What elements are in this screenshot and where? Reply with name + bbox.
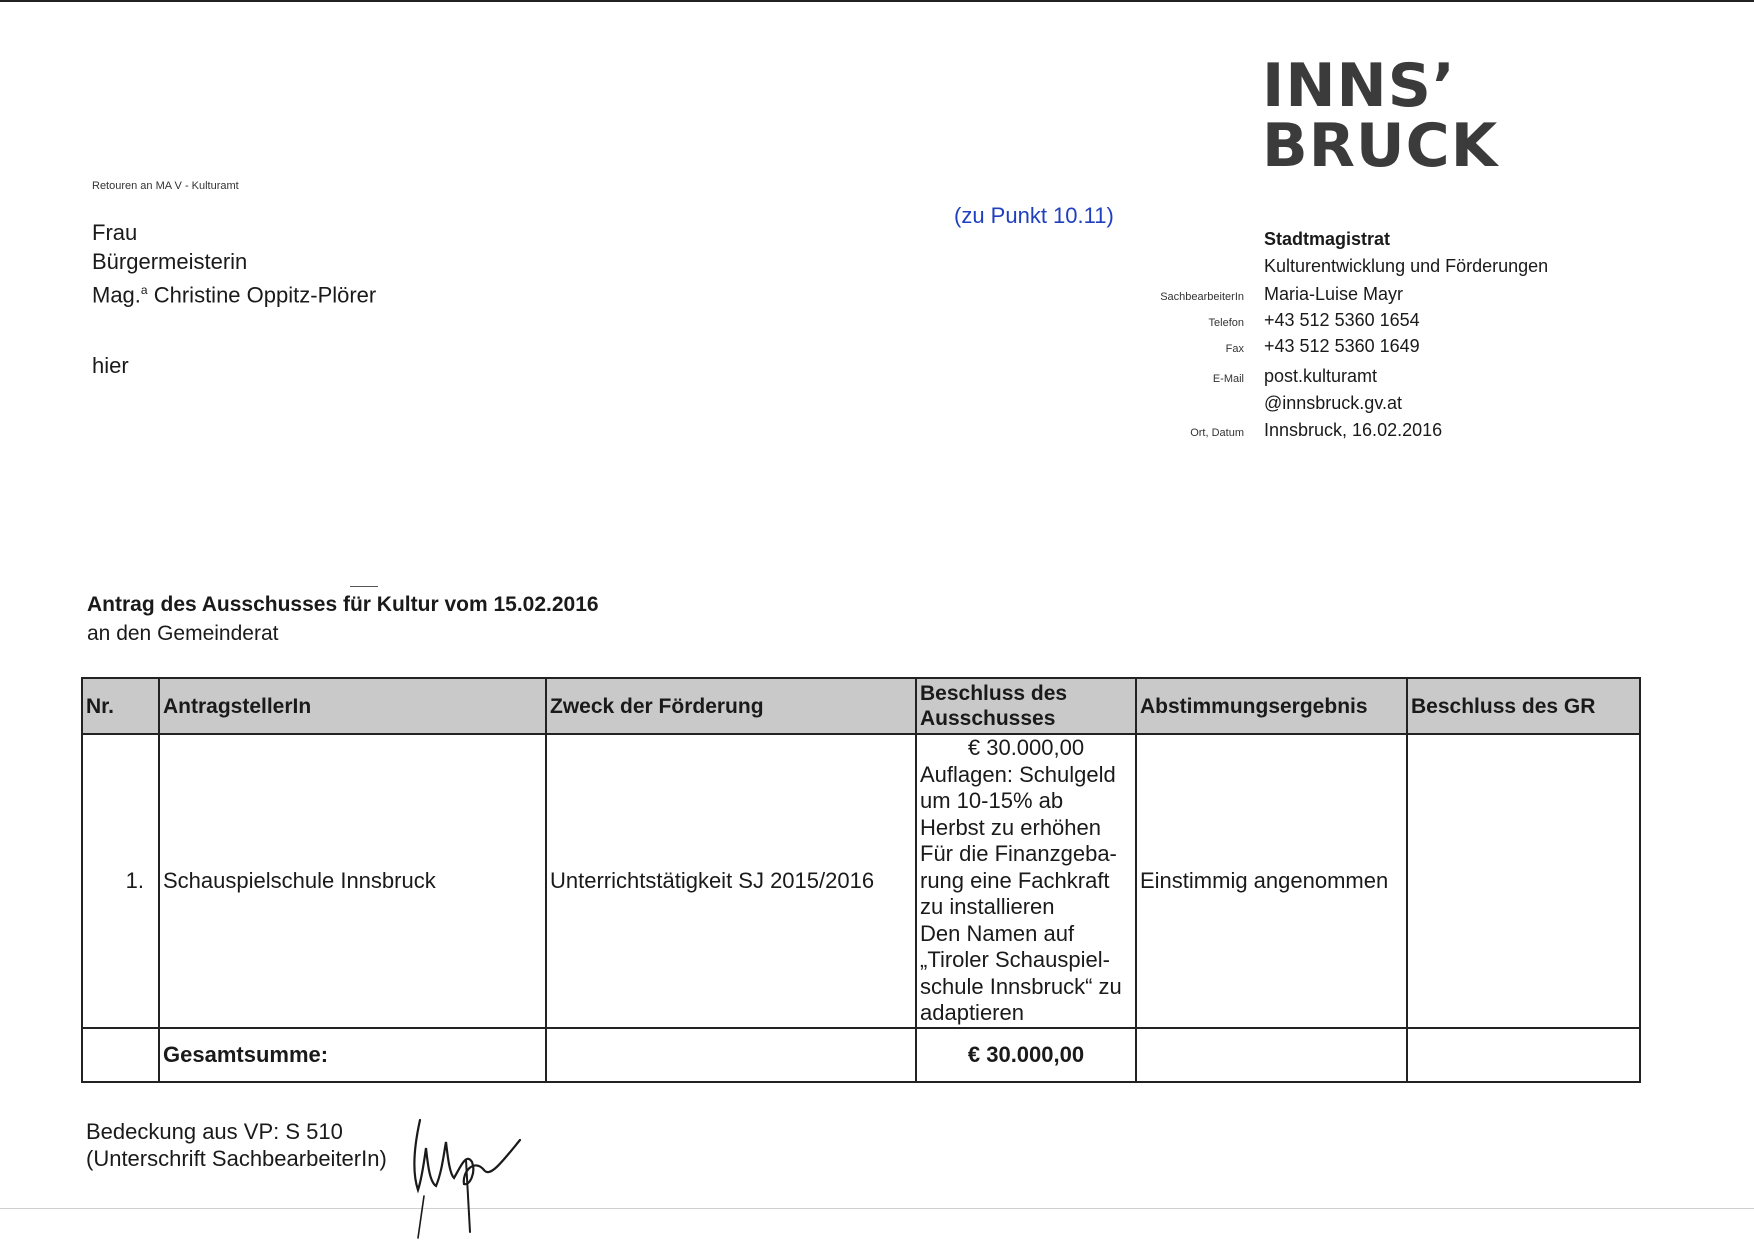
cell-applicant: Schauspielschule Innsbruck [159,734,546,1028]
cell-council-decision [1407,734,1640,1028]
decision-line: Auflagen: Schulgeld [920,761,1116,787]
info-value: +43 512 5360 1654 [1264,310,1420,330]
info-row-clerk [1060,284,1660,310]
scan-edge-top [0,0,1754,2]
column-header-vote-result: Abstimmungsergebnis [1136,678,1407,734]
info-label: Fax [1225,343,1244,355]
table-total-row [82,1028,1640,1082]
motion-subtitle: an den Gemeinderat [87,622,279,645]
addressee-name: Christine Oppitz-Plörer [153,282,377,308]
info-row-email [1060,366,1660,392]
column-header-purpose: Zweck der Förderung [546,678,916,734]
total-label: Gesamtsumme: [159,1028,546,1082]
agenda-reference: (zu Punkt 10.11) [954,203,1114,228]
decision-line: Den Namen auf [920,920,1075,946]
decision-line: um 10-15% ab [920,788,1064,813]
cell-purpose: Unterrichtstätigkeit SJ 2015/2016 [546,734,916,1028]
info-value: @innsbruck.gv.at [1264,393,1402,413]
motion-title: Antrag des Ausschusses für Kultur vom 15.02.2016 [87,593,599,616]
info-label: Ort, Datum [1190,427,1244,439]
info-value: Maria-Luise Mayr [1264,284,1404,304]
cell-vote-result: Einstimmig angenommen [1136,734,1407,1028]
column-header-nr: Nr. [82,678,159,734]
cell-total-council [1407,1028,1640,1082]
table-header-row [82,678,1640,734]
addressee-salutation: Frau [92,220,138,245]
info-value: Innsbruck, 16.02.2016 [1264,420,1443,440]
decision-line: zu installieren [920,894,1055,919]
logo-line-2: BRUCK [1262,111,1499,181]
office-department: Kulturentwicklung und Förderungen [1264,256,1549,276]
decision-line: „Tiroler Schauspiel- [920,947,1110,972]
cell-committee-decision [916,734,1136,1028]
info-row-place-date [1060,420,1660,446]
cell-total-vote [1136,1028,1407,1082]
column-header-applicant: AntragstellerIn [159,678,546,734]
cell-nr: 1. [82,734,159,1028]
decision-line: rung eine Fachkraft [920,867,1110,893]
decision-line: schule Innsbruck“ zu [920,973,1122,999]
addressee-title: Mag. [92,282,141,308]
table-row [82,734,1640,1028]
addressee-role: Bürgermeisterin [92,249,248,274]
cell-total-purpose [546,1028,916,1082]
decision-line: Für die Finanzgeba- [920,841,1117,866]
info-value: +43 512 5360 1649 [1264,336,1420,356]
addressee-title-sup: a [140,283,148,297]
decision-amount: € 30.000,00 [967,735,1085,760]
column-header-council-decision: Beschluss des GR [1407,678,1640,734]
return-address: Retouren an MA V - Kulturamt [92,180,239,192]
addressee-name-line [92,276,377,308]
info-row-phone [1060,310,1660,336]
decision-line: Herbst zu erhöhen [920,814,1101,840]
info-label: SachbearbeiterIn [1160,291,1244,303]
pen-mark [350,586,378,587]
cell-total-nr [82,1028,159,1082]
coverage-budget-line: Bedeckung aus VP: S 510 [86,1119,343,1144]
info-label: Telefon [1208,317,1244,329]
info-value: post.kulturamt [1264,366,1378,386]
decision-line: adaptieren [920,1000,1024,1025]
info-row-email-domain [1060,393,1660,419]
scan-edge-bottom [0,1208,1754,1209]
info-label: E-Mail [1212,373,1244,385]
signature-caption: (Unterschrift SachbearbeiterIn) [86,1146,387,1171]
city-logo [1262,51,1499,181]
grants-table [81,677,1641,1083]
column-header-committee-decision: Beschluss des Ausschusses [916,678,1136,734]
handwritten-signature [410,1112,540,1240]
addressee-location: hier [92,353,129,378]
total-amount: € 30.000,00 [916,1028,1136,1082]
coverage-block [86,1118,387,1172]
office-name: Stadtmagistrat [1264,229,1391,249]
info-row-fax [1060,336,1660,362]
logo-line-1: INNS’ [1262,51,1456,121]
addressee-block [92,218,377,308]
